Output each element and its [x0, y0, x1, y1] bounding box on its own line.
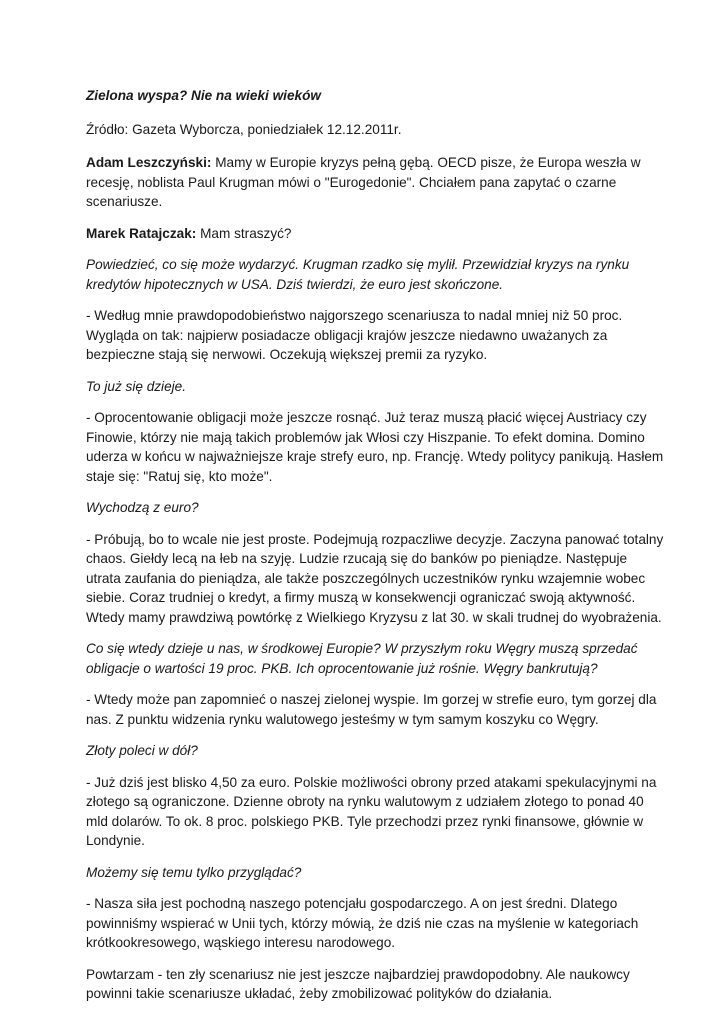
speaker-name: Marek Ratajczak: — [86, 225, 197, 241]
question-paragraph: Wychodzą z euro? — [86, 500, 199, 515]
article-source: Źródło: Gazeta Wyborcza, poniedziałek 12.12.2011r. — [86, 121, 402, 137]
answer-paragraph: - Już dziś jest blisko 4,50 za euro. Polskie możliwości obrony przed atakami spekulacyjnymi na złotego są ograniczone. Dzienne obroty na rynku walutowym z udziałem złotego to ponad 40 mld dolarów. To ok. 8 proc. polskiego PKB. Tyle przechodzi przez rynki finansowe, głównie w Londynie. — [86, 774, 657, 848]
question-paragraph: Złoty poleci w dół? — [86, 743, 198, 758]
reply-paragraph — [86, 224, 665, 244]
answer-paragraph: - Wtedy może pan zapomnieć o naszej zielonej wyspie. Im gorzej w strefie euro, tym gorzej dla nas. Z punktu widzenia rynku walutowego jesteśmy w tym samym koszyku co Węgry. — [86, 692, 657, 727]
answer-paragraph: - Próbują, bo to wcale nie jest proste. Podejmują rozpaczliwe decyzje. Zaczyna panować totalny chaos. Giełdy lecą na łeb na szyję. Ludzie rzucają się do banków po pieniądze. Następuje utrata zaufania do pieniądza, ale także poszczególnych uczestników rynku wzajemnie wobec siebie. Coraz trudniej o kredyt, a firmy muszą w konsekwencji ograniczać swoją aktywność. Wtedy mamy prawdziwą powtórkę z Wielkiego Kryzysu z lat 30. w skali trudnej do wyobrażenia. — [86, 531, 664, 625]
intro-paragraph — [86, 153, 665, 212]
reply-text: Mam straszyć? — [196, 225, 292, 241]
intro-text: Mamy w Europie kryzys pełną gębą. OECD pisze, że Europa weszła w recesję, noblista Paul Krugman mówi o "Eurogedonie". Chciałem pana zapytać o czarne scenariusze. — [86, 155, 641, 209]
closing-paragraph: Powtarzam - ten zły scenariusz nie jest jeszcze najbardziej prawdopodobny. Ale naukowcy powinni takie scenariusze układać, żeby zmobilizować polityków do działania. — [86, 966, 630, 1001]
answer-paragraph: - Oprocentowanie obligacji może jeszcze rosnąć. Już teraz muszą płacić więcej Austriacy czy Finowie, którzy nie mają takich problemów jak Włosi czy Hiszpanie. To efekt domina. Domino uderza w końcu w najważniejsze kraje strefy euro, np. Francję. Wtedy politycy panikują. Hasłem staje się: "Ratuj się, kto może". — [86, 410, 664, 484]
answer-paragraph: - Nasza siła jest pochodną naszego potencjału gospodarczego. A on jest średni. Dlatego powinniśmy wspierać w Unii tych, którzy mówią, że dziś nie czas na myślenie w kategoriach krótkookresowego, wąskiego interesu narodowego. — [86, 896, 639, 950]
answer-paragraph: - Według mnie prawdopodobieństwo najgorszego scenariusza to nadal mniej niż 50 proc. Wygląda on tak: najpierw posiadacze obligacji krajów jeszcze niedawno uważanych za bezpieczne stają się nerwowi. Oczekują większej premii za ryzyko. — [86, 308, 623, 362]
article-title: Zielona wyspa? Nie na wieki wieków — [86, 88, 321, 103]
question-paragraph: Możemy się temu tylko przyglądać? — [86, 864, 302, 880]
question-paragraph: To już się dzieje. — [86, 378, 186, 394]
question-paragraph: Powiedzieć, co się może wydarzyć. Krugman rzadko się mylił. Przewidział kryzys na rynku kredytów hipotecznych w USA. Dziś twierdzi, że euro jest skończone. — [86, 257, 630, 292]
speaker-name: Adam Leszczyński: — [86, 155, 212, 170]
question-paragraph: Co się wtedy dzieje u nas, w środkowej Europie? W przyszłym roku Węgry muszą sprzedać obligacje o wartości 19 proc. PKB. Ich oprocentowanie już rośnie. Węgry bankrutują? — [86, 641, 638, 676]
